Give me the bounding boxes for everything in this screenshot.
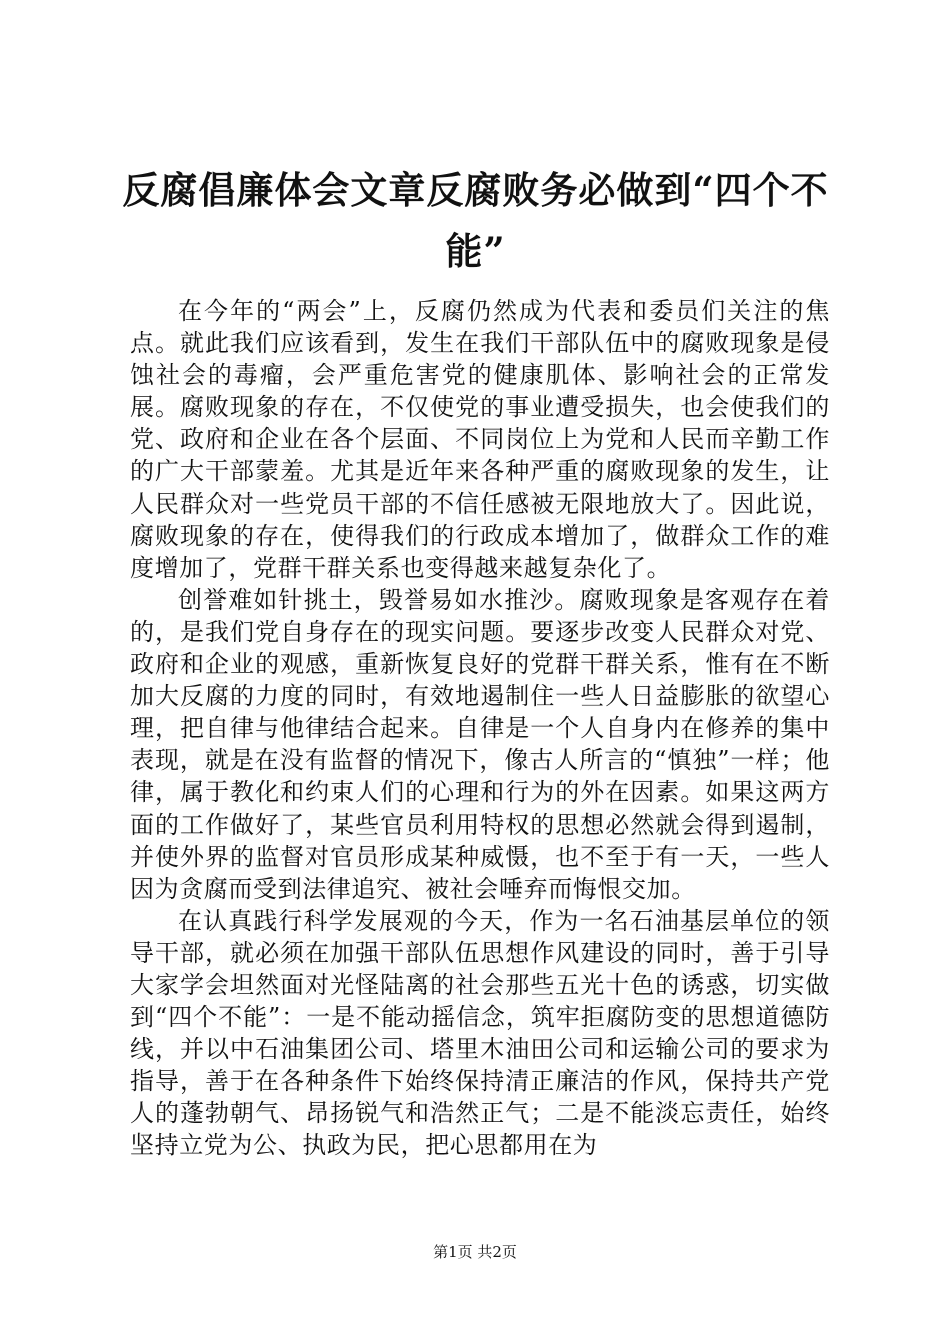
paragraph: 在今年的“两会”上，反腐仍然成为代表和委员们关注的焦点。就此我们应该看到，发生在我们干部队伍中的腐败现象是侵蚀社会的毒瘤，会严重危害党的健康肌体、影响社会的正常发展。腐败现象的存在，不仅使党的事业遭受损失，也会使我们的党、政府和企业在各个层面、不同岗位上为党和人民而辛勤工作的广大干部蒙羞。尤其是近年来各种严重的腐败现象的发生，让人民群众对一些党员干部的不信任感被无限地放大了。因此说，腐败现象的存在，使得我们的行政成本增加了，做群众工作的难度增加了，党群干群关系也变得越来越复杂化了。 [130, 297, 830, 582]
document-body [130, 295, 830, 1162]
paragraph: 在认真践行科学发展观的今天，作为一名石油基层单位的领导干部，就必须在加强干部队伍思想作风建设的同时，善于引导大家学会坦然面对光怪陆离的社会那些五光十色的诱惑，切实做到“四个不能”：一是不能动摇信念，筑牢拒腐防变的思想道德防线，并以中石油集团公司、塔里木油田公司和运输公司的要求为指导，善于在各种条件下始终保持清正廉洁的作风，保持共产党人的蓬勃朝气、昂扬锐气和浩然正气；二是不能淡忘责任，始终坚持立党为公、执政为民，把心思都用在为 [130, 906, 830, 1160]
document-title: 反腐倡廉体会文章反腐败务必做到“四个不能” [122, 168, 829, 273]
page-number-footer: 第1页 共2页 [433, 1243, 517, 1261]
paragraph: 创誉难如针挑土，毁誉易如水推沙。腐败现象是客观存在着的，是我们党自身存在的现实问题。要逐步改变人民群众对党、政府和企业的观感，重新恢复良好的党群干群关系，惟有在不断加大反腐的力度的同时，有效地遏制住一些人日益膨胀的欲望心理，把自律与他律结合起来。自律是一个人自身内在修养的集中表现，就是在没有监督的情况下，像古人所言的“慎独”一样；他律，属于教化和约束人们的心理和行为的外在因素。如果这两方面的工作做好了，某些官员利用特权的思想必然就会得到遏制，并使外界的监督对官员形成某种威慑，也不至于有一天，一些人因为贪腐而受到法律追究、被社会唾弃而悔恨交加。 [130, 585, 830, 903]
